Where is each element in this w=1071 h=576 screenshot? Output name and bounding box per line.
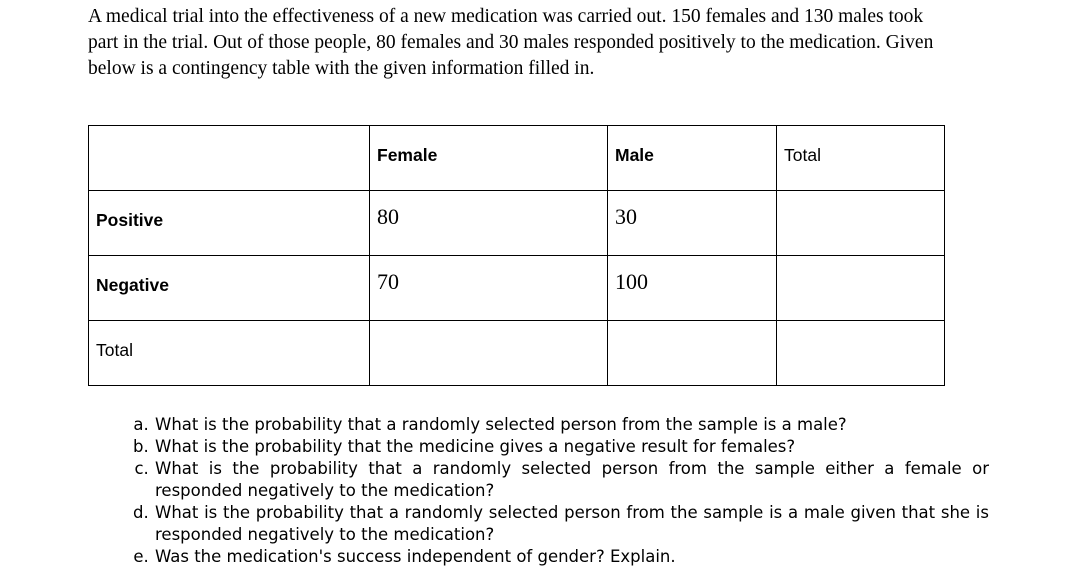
question-a: a. What is the probability that a randomly selected person from the sample is a male?: [154, 414, 989, 436]
cell-negative-total: [777, 256, 945, 321]
question-c: c. What is the probability that a randomly selected person from the sample either a female or responded negatively to the medication?: [154, 458, 989, 502]
cell-total-female: [370, 321, 608, 386]
cell-negative-female: 70: [370, 256, 608, 321]
cell-positive-female: 80: [370, 191, 608, 256]
question-e: e. Was the medication's success independent of gender? Explain.: [154, 546, 989, 568]
question-d: d. What is the probability that a randomly selected person from the sample is a male given that she is responded negatively to the medication?: [154, 502, 989, 546]
header-total: Total: [777, 126, 945, 191]
cell-total-total: [777, 321, 945, 386]
table-header-row: [89, 126, 945, 191]
row-label-negative: Negative: [89, 256, 370, 321]
row-label-positive: Positive: [89, 191, 370, 256]
header-male: Male: [608, 126, 777, 191]
intro-paragraph: A medical trial into the effectiveness of a new medication was carried out. 150 females and 130 males took part in the trial. Out of those people, 80 females and 30 males responded positively to the medication. Given below is a contingency table with the given information filled in.: [88, 6, 934, 79]
table-row-positive: [89, 191, 945, 256]
cell-negative-male: 100: [608, 256, 777, 321]
cell-total-male: [608, 321, 777, 386]
header-empty-cell: [89, 126, 370, 191]
question-list: [114, 414, 989, 568]
table-row-total: [89, 321, 945, 386]
question-b: b. What is the probability that the medicine gives a negative result for females?: [154, 436, 989, 458]
header-female: Female: [370, 126, 608, 191]
row-label-total: Total: [89, 321, 370, 386]
contingency-table: [88, 125, 945, 386]
table-row-negative: [89, 256, 945, 321]
cell-positive-male: 30: [608, 191, 777, 256]
cell-positive-total: [777, 191, 945, 256]
